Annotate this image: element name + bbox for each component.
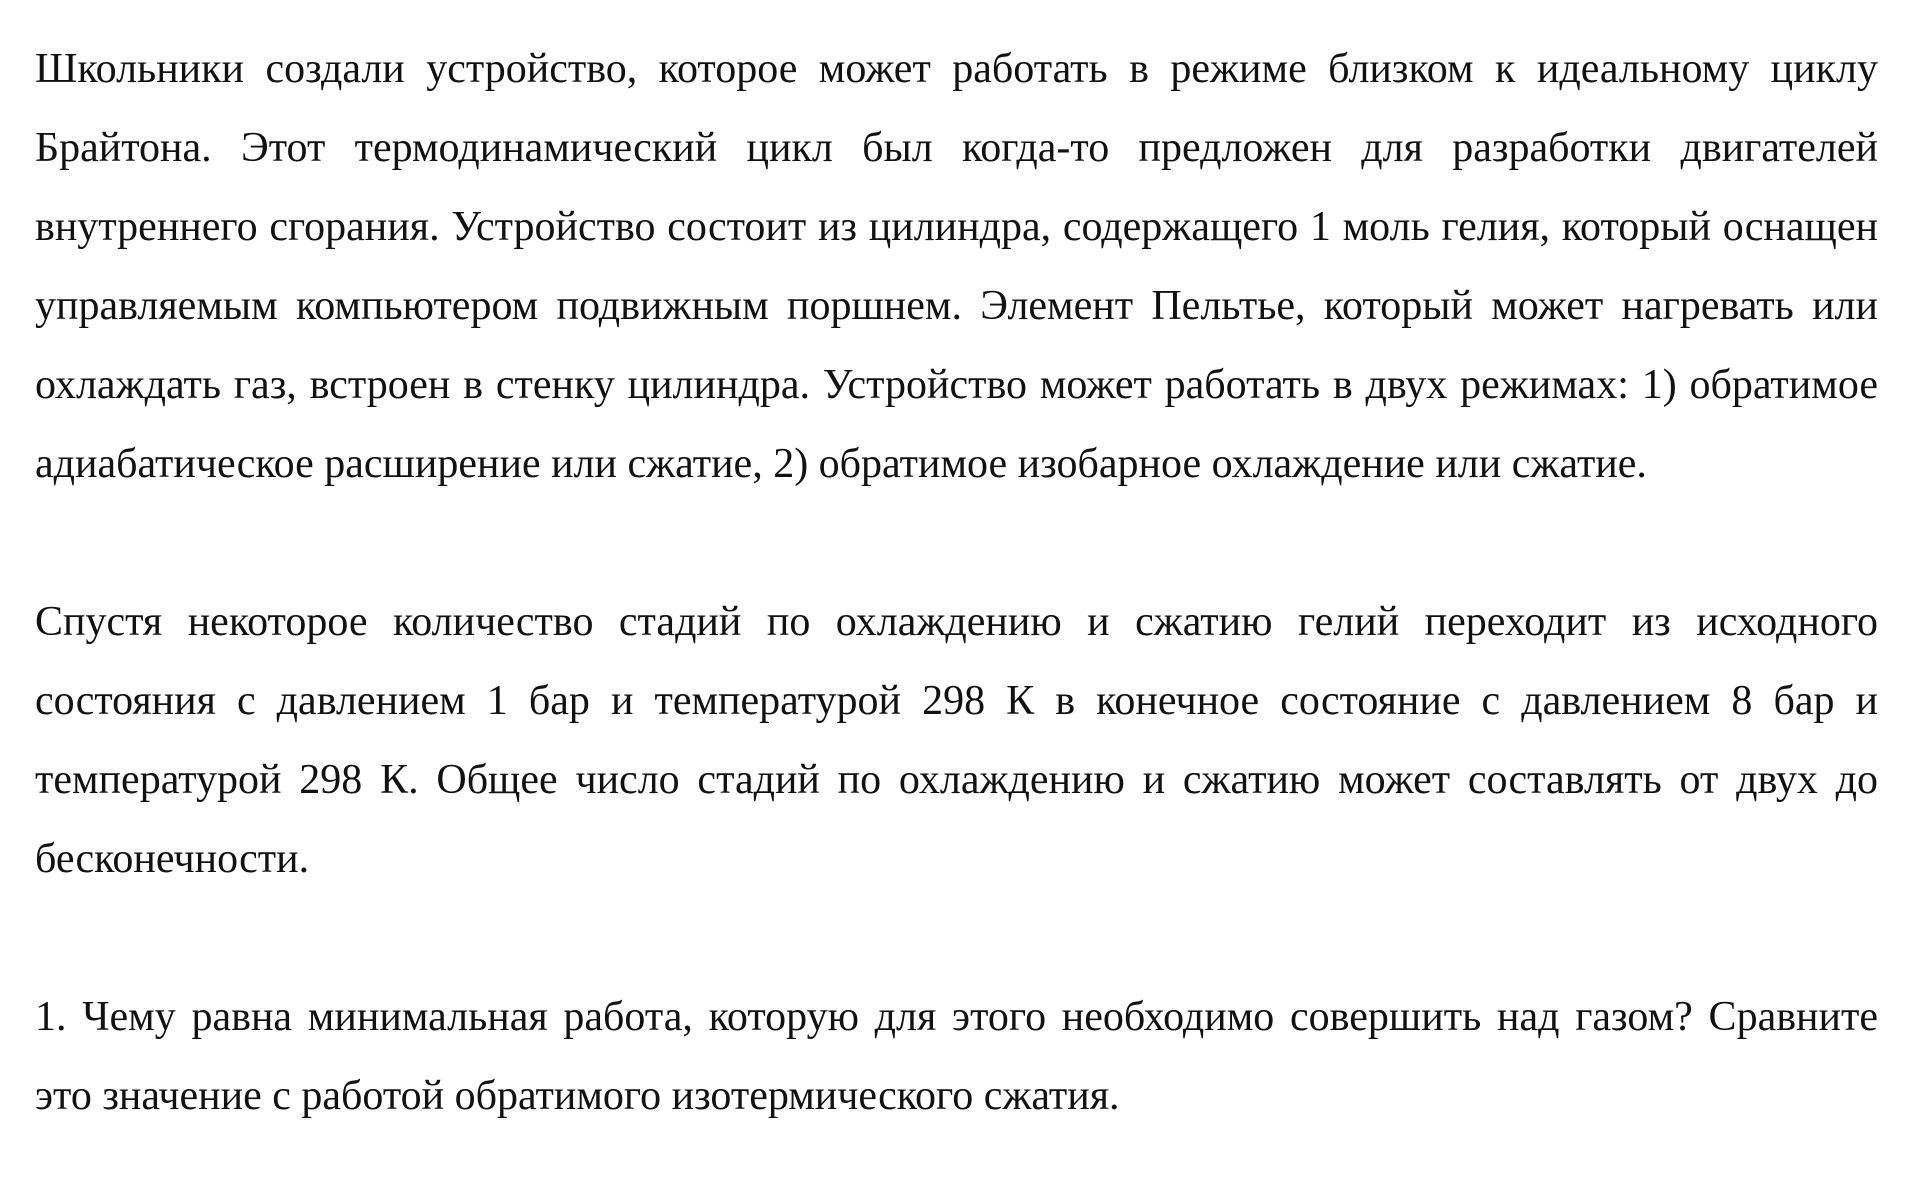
intro-paragraph: Школьники создали устройство, которое может работать в режиме близком к идеальному циклу Брайтона. Этот термодинамический цикл был когда-то предложен для разработки двигателей внутреннего сгорания. Устройство состоит из цилиндра, содержащего 1 моль гелия, который оснащен управляемым компьютером подвижным поршнем. Элемент Пельтье, который может нагревать или охлаждать газ, встроен в стенку цилиндра. Устройство может работать в двух режимах: 1) обратимое адиабатическое расширение или сжатие, 2) обратимое изобарное охлаждение или сжатие. bbox=[35, 46, 1878, 487]
question-paragraph: 1. Чему равна минимальная работа, которую для этого необходимо совершить над газом? Сравните это значение с работой обратимого изотермического сжатия. bbox=[35, 994, 1878, 1119]
process-paragraph: Спустя некоторое количество стадий по охлаждению и сжатию гелий переходит из исходного состояния с давлением 1 бар и температурой 298 К в конечное состояние с давлением 8 бар и температурой 298 К. Общее число стадий по охлаждению и сжатию может составлять от двух до бесконечности. bbox=[35, 599, 1878, 882]
